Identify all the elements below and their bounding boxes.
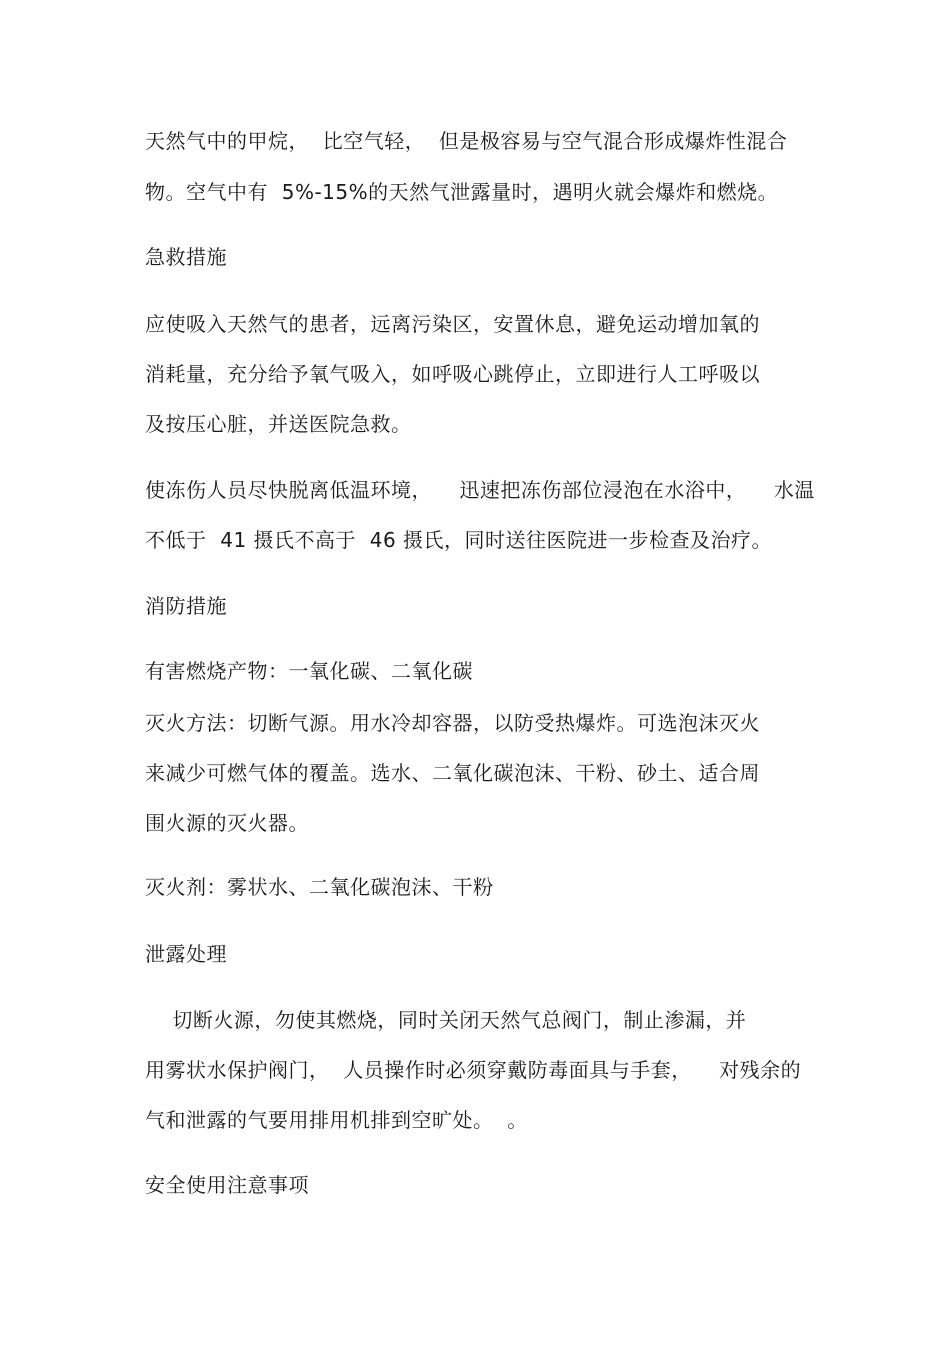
paragraph-line: 天然气中的甲烷， 比空气轻， 但是极容易与空气混合形成爆炸性混合 [145, 129, 788, 153]
paragraph-line: 有害燃烧产物：一氧化碳、二氧化碳 [145, 659, 473, 683]
paragraph-line: 围火源的灭火器。 [145, 811, 309, 835]
paragraph-line: 及按压心脏，并送医院急救。 [145, 412, 412, 436]
section-heading-first-aid: 急救措施 [145, 245, 227, 269]
paragraph-line: 灭火方法：切断气源。用水冷却容器，以防受热爆炸。可选泡沫灭火 [145, 711, 760, 735]
section-heading-leak-handling: 泄露处理 [145, 942, 227, 966]
paragraph-line: 物。空气中有 5%-15%的天然气泄露量时，遇明火就会爆炸和燃烧。 [145, 180, 779, 204]
paragraph-line: 用雾状水保护阀门， 人员操作时必须穿戴防毒面具与手套， 对残余的 [145, 1058, 802, 1082]
paragraph-line: 应使吸入天然气的患者，远离污染区，安置休息，避免运动增加氧的 [145, 312, 760, 336]
paragraph-line: 消耗量，充分给予氧气吸入，如呼吸心跳停止，立即进行人工呼吸以 [145, 362, 760, 386]
paragraph-line: 切断火源，勿使其燃烧，同时关闭天然气总阀门，制止渗漏，并 [145, 1008, 747, 1032]
paragraph-line: 灭火剂：雾状水、二氧化碳泡沫、干粉 [145, 875, 494, 899]
paragraph-line: 来减少可燃气体的覆盖。选水、二氧化碳泡沫、干粉、砂土、适合周 [145, 761, 760, 785]
paragraph-line: 不低于 41 摄氏不高于 46 摄氏，同时送往医院进一步检查及治疗。 [145, 528, 773, 552]
paragraph-line: 气和泄露的气要用排用机排到空旷处。 。 [145, 1108, 528, 1132]
section-heading-fire-fighting: 消防措施 [145, 594, 227, 618]
section-heading-safe-use: 安全使用注意事项 [145, 1173, 309, 1197]
paragraph-line: 使冻伤人员尽快脱离低温环境， 迅速把冻伤部位浸泡在水浴中， 水温 [145, 478, 815, 502]
